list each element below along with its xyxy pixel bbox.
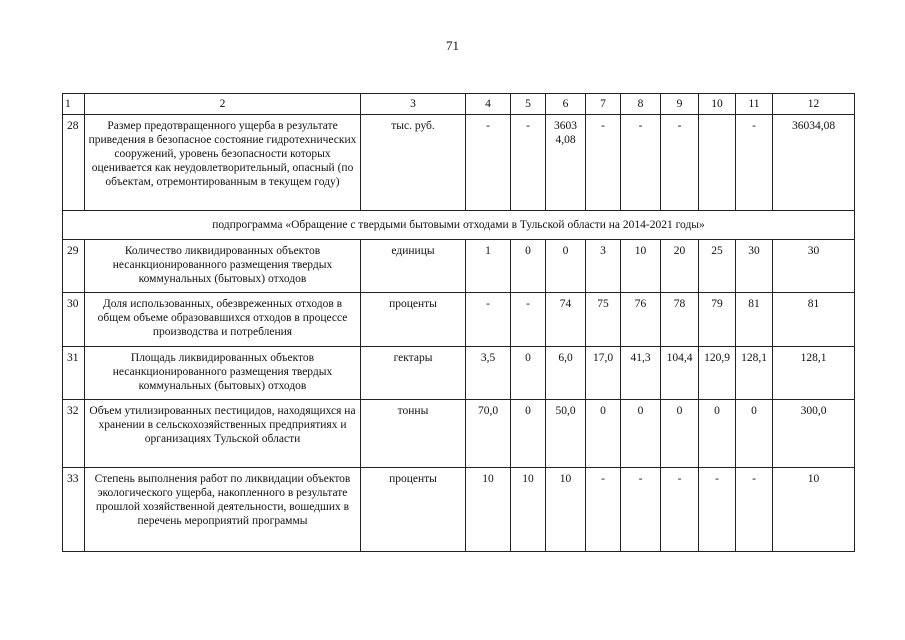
value-cell: - <box>466 293 511 347</box>
value-cell: - <box>586 468 621 552</box>
header-cell: 5 <box>511 94 546 115</box>
header-cell: 11 <box>736 94 773 115</box>
value-cell: - <box>511 293 546 347</box>
value-cell: 20 <box>661 240 699 293</box>
indicator-name: Объем утилизированных пестицидов, находящихся на хранении в сельскохозяйственных предприятиях и организациях Тульской области <box>85 400 361 468</box>
table-row <box>63 293 855 347</box>
unit-cell: единицы <box>361 240 466 293</box>
header-cell: 2 <box>85 94 361 115</box>
value-cell: 0 <box>621 400 661 468</box>
value-cell: - <box>511 115 546 211</box>
value-cell: 50,0 <box>546 400 586 468</box>
value-cell: - <box>621 115 661 211</box>
value-cell: 300,0 <box>773 400 855 468</box>
value-cell: - <box>586 115 621 211</box>
value-cell: 30 <box>773 240 855 293</box>
value-cell: 70,0 <box>466 400 511 468</box>
header-cell: 6 <box>546 94 586 115</box>
indicator-name: Количество ликвидированных объектов несанкционированного размещения твердых коммунальных (бытовых) отходов <box>85 240 361 293</box>
row-number: 32 <box>63 400 85 468</box>
row-number: 31 <box>63 347 85 400</box>
value-cell: 17,0 <box>586 347 621 400</box>
value-cell: 30 <box>736 240 773 293</box>
header-cell: 9 <box>661 94 699 115</box>
value-cell: - <box>661 468 699 552</box>
header-cell: 10 <box>699 94 736 115</box>
unit-cell: проценты <box>361 293 466 347</box>
value-cell: 75 <box>586 293 621 347</box>
value-cell: 3,5 <box>466 347 511 400</box>
page-number: 71 <box>446 38 459 53</box>
value-cell: 0 <box>661 400 699 468</box>
value-cell <box>699 115 736 211</box>
indicators-table <box>62 93 855 552</box>
header-cell: 12 <box>773 94 855 115</box>
value-cell: 128,1 <box>736 347 773 400</box>
subprogram-row <box>63 211 855 240</box>
value-cell: - <box>661 115 699 211</box>
value-cell: 36034,08 <box>773 115 855 211</box>
unit-cell: проценты <box>361 468 466 552</box>
value-cell: 10 <box>773 468 855 552</box>
value-cell: - <box>736 468 773 552</box>
header-cell: 3 <box>361 94 466 115</box>
table-row <box>63 347 855 400</box>
table-row <box>63 468 855 552</box>
value-cell: 41,3 <box>621 347 661 400</box>
value-cell: 79 <box>699 293 736 347</box>
value-cell: 25 <box>699 240 736 293</box>
value-cell: 0 <box>546 240 586 293</box>
table-row <box>63 400 855 468</box>
value-cell: 0 <box>736 400 773 468</box>
header-cell: 4 <box>466 94 511 115</box>
row-number: 30 <box>63 293 85 347</box>
table-row <box>63 115 855 211</box>
row-number: 28 <box>63 115 85 211</box>
value-cell: 3603 4,08 <box>546 115 586 211</box>
value-cell: 120,9 <box>699 347 736 400</box>
value-cell: 81 <box>736 293 773 347</box>
value-cell: 0 <box>699 400 736 468</box>
row-number: 33 <box>63 468 85 552</box>
value-cell: - <box>699 468 736 552</box>
subprogram-title: подпрограмма «Обращение с твердыми бытовыми отходами в Тульской области на 2014-2021 годы» <box>63 211 855 240</box>
column-number-row <box>63 94 855 115</box>
value-cell: 3 <box>586 240 621 293</box>
header-cell: 8 <box>621 94 661 115</box>
value-cell: 1 <box>466 240 511 293</box>
value-cell: 74 <box>546 293 586 347</box>
value-cell: 6,0 <box>546 347 586 400</box>
value-cell: 10 <box>546 468 586 552</box>
indicator-name: Площадь ликвидированных объектов несанкционированного размещения твердых коммунальных (бытовых) отходов <box>85 347 361 400</box>
value-cell: - <box>621 468 661 552</box>
unit-cell: тонны <box>361 400 466 468</box>
value-cell: 104,4 <box>661 347 699 400</box>
header-cell: 7 <box>586 94 621 115</box>
value-cell: 128,1 <box>773 347 855 400</box>
value-cell: 10 <box>466 468 511 552</box>
value-cell: 10 <box>621 240 661 293</box>
indicator-name: Степень выполнения работ по ликвидации объектов экологического ущерба, накопленного в результате прошлой хозяйственной деятельности, вошедших в перечень мероприятий программы <box>85 468 361 552</box>
table-row <box>63 240 855 293</box>
value-cell: - <box>466 115 511 211</box>
value-cell: 0 <box>511 400 546 468</box>
value-cell: 10 <box>511 468 546 552</box>
value-cell: 0 <box>511 240 546 293</box>
value-cell: 81 <box>773 293 855 347</box>
value-cell: 76 <box>621 293 661 347</box>
value-cell: 0 <box>511 347 546 400</box>
value-cell: 0 <box>586 400 621 468</box>
unit-cell: гектары <box>361 347 466 400</box>
value-cell: - <box>736 115 773 211</box>
indicator-name: Размер предотвращенного ущерба в результате приведения в безопасное состояние гидротехнических сооружений, уровень безопасности которых оценивается как неудовлетворительный, опасный (по объектам, отремонтированным в текущем году) <box>85 115 361 211</box>
value-cell: 78 <box>661 293 699 347</box>
header-cell: 1 <box>63 94 85 115</box>
row-number: 29 <box>63 240 85 293</box>
unit-cell: тыс. руб. <box>361 115 466 211</box>
indicator-name: Доля использованных, обезвреженных отходов в общем объеме образовавшихся отходов в процессе производства и потребления <box>85 293 361 347</box>
